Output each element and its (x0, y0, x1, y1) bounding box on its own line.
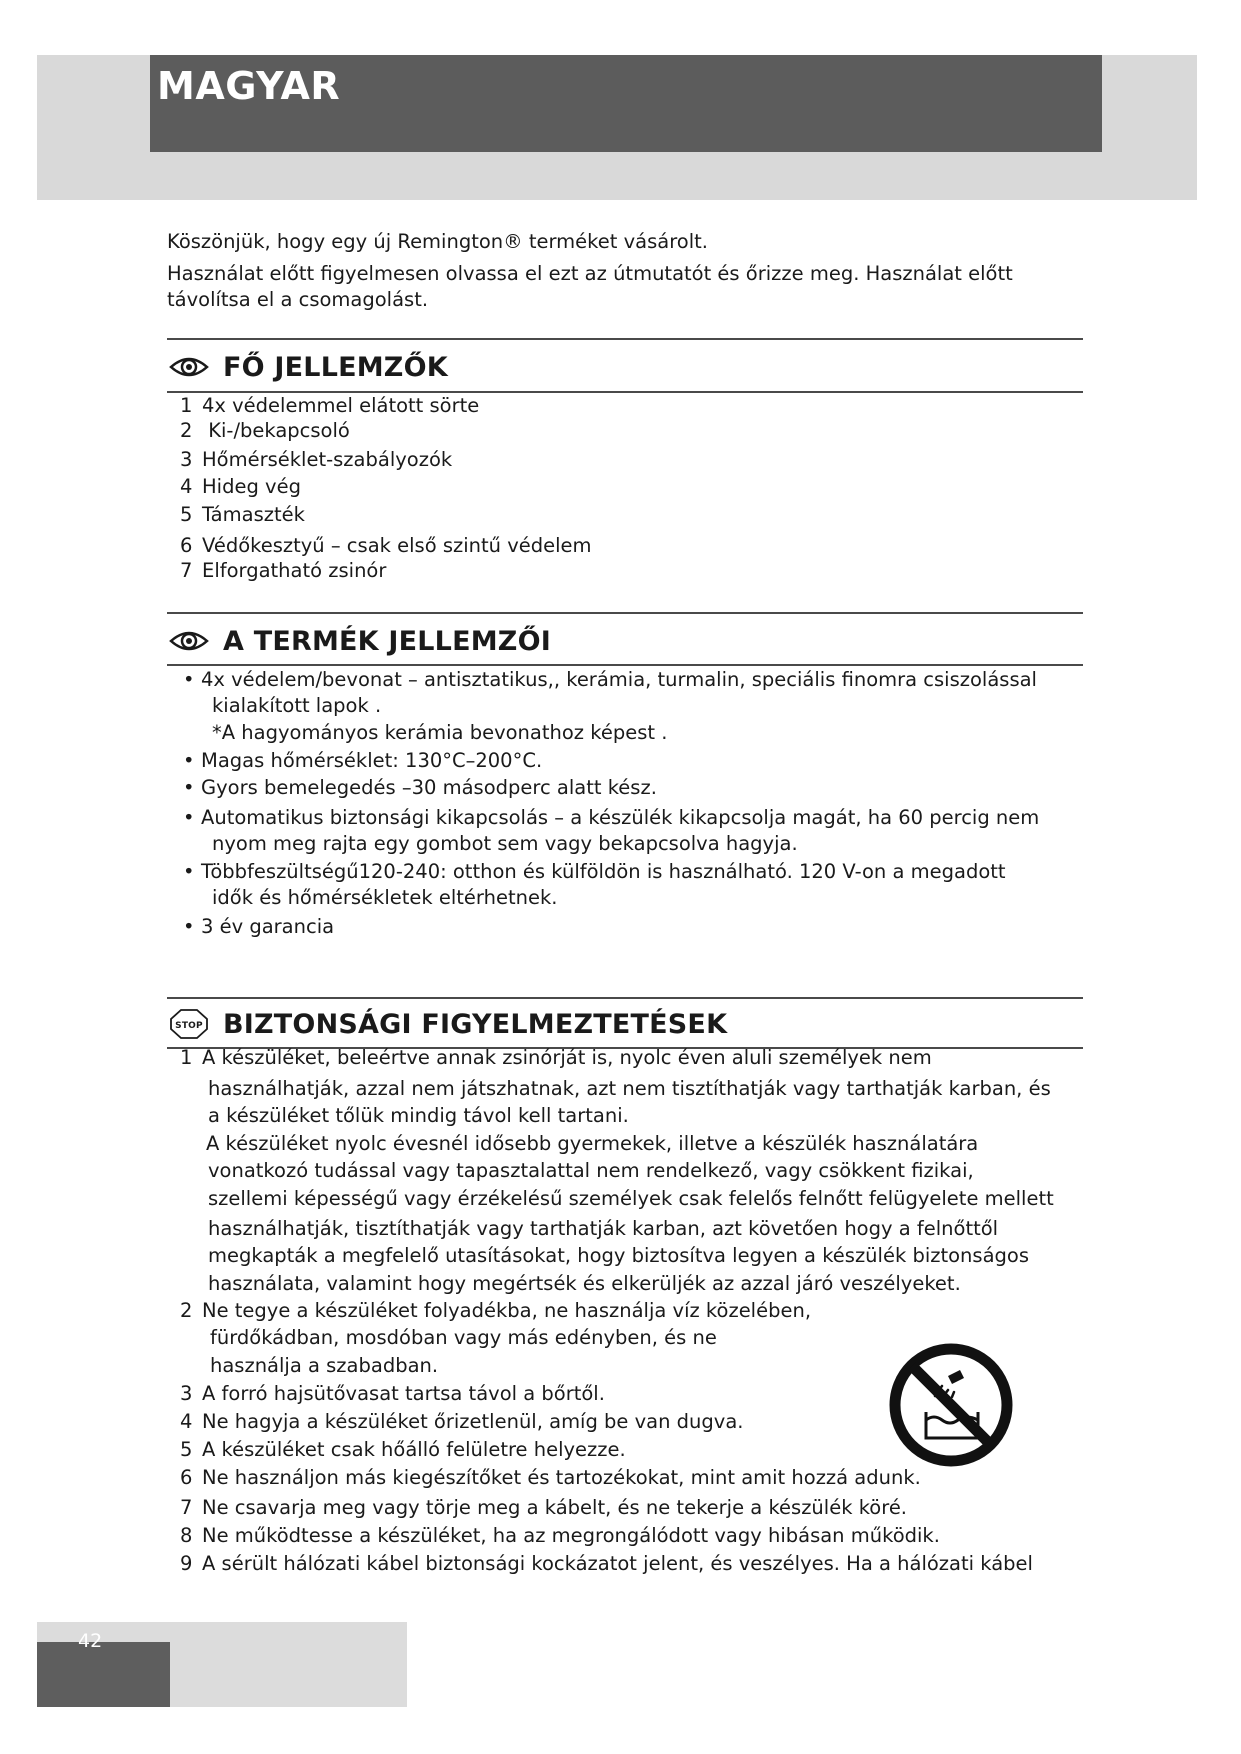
list-item: 1 4x védelemmel elátott sörte (180, 394, 480, 417)
list-item: 4 Hideg vég (180, 475, 301, 498)
list-item: • Gyors bemelegedés –30 másodperc alatt kész. (183, 776, 657, 799)
intro-line-1: Köszönjük, hogy egy új Remington® terméket vásárolt. (167, 230, 708, 253)
list-item: • 3 év garancia (183, 915, 335, 938)
list-item: • Automatikus biztonsági kikapcsolás – a készülék kikapcsolja magát, ha 60 percig nem nyom meg rajta egy gombot sem vagy bekapcsolva hagyja. (183, 806, 1040, 855)
list-item: 2 Ne tegye a készüléket folyadékba, ne használja víz közelében, (180, 1299, 812, 1322)
eye-icon (167, 350, 211, 384)
list-item: 7 Elforgatható zsinór (180, 559, 387, 582)
list-item-line: fürdőkádban, mosdóban vagy más edényben, és ne (210, 1326, 717, 1349)
list-item: 6 Védőkesztyű – csak első szintű védelem (180, 534, 592, 557)
list-item-line: megkapták a megfelelő utasításokat, hogy biztosítva legyen a készülék biztonságos (208, 1244, 1029, 1267)
list-item-line: használhatják, tisztíthatják vagy tarthatják karban, azt követően hogy a felnőttől (208, 1217, 999, 1240)
section-rule-top (167, 338, 1083, 340)
list-item-line: használja a szabadban. (210, 1354, 439, 1377)
list-item: 4 Ne hagyja a készüléket őrizetlenül, amíg be van dugva. (180, 1410, 744, 1433)
list-item: 2 Ki-/bekapcsoló (180, 419, 350, 442)
list-item: 5 Támaszték (180, 503, 305, 526)
list-item: 1 A készüléket, beleértve annak zsinórját is, nyolc éven aluli személyek nem (180, 1046, 932, 1069)
list-item: 6 Ne használjon más kiegészítőket és tartozékokat, mint amit hozzá adunk. (180, 1466, 921, 1489)
list-item: • Magas hőmérséklet: 130°C–200°C. (183, 749, 543, 772)
list-item-line: szellemi képességű vagy érzékelésű személyek csak felelős felnőtt felügyelete mellett (208, 1187, 1054, 1210)
list-item: 7 Ne csavarja meg vagy törje meg a kábelt, és ne tekerje a készülék köré. (180, 1496, 908, 1519)
list-item-line: a készüléket tőlük mindig távol kell tartani. (208, 1104, 629, 1127)
section-header-product-features (167, 624, 551, 658)
list-item: • 4x védelem/bevonat – antisztatikus,, kerámia, turmalin, speciális finomra csiszolással kialakított lapok . (183, 668, 1037, 717)
section-title: BIZTONSÁGI FIGYELMEZTETÉSEK (223, 1008, 728, 1040)
list-item: 3 A forró hajsütővasat tartsa távol a bőrtől. (180, 1382, 605, 1405)
section-title: FŐ JELLEMZŐK (223, 351, 448, 383)
list-item-line: vonatkozó tudással vagy tapasztalattal nem rendelkező, vagy csökkent fizikai, (208, 1159, 974, 1182)
page-title: MAGYAR (157, 64, 341, 108)
eye-icon (167, 624, 211, 658)
list-item-line: A készüléket nyolc évesnél idősebb gyermekek, illetve a készülék használatára (206, 1132, 979, 1155)
stop-icon (167, 1007, 211, 1041)
intro-line-3: távolítsa el a csomagolást. (167, 288, 429, 311)
list-item: *A hagyományos kerámia bevonathoz képest . (212, 721, 668, 744)
list-item-line: használata, valamint hogy megértsék és elkerüljék az azzal járó veszélyeket. (208, 1272, 961, 1295)
section-title: A TERMÉK JELLEMZŐI (223, 625, 551, 657)
section-rule-top (167, 612, 1083, 614)
list-item: • Többfeszültségű120-240: otthon és külföldön is használható. 120 V-on a megadott idők és hőmérsékletek eltérhetnek. (183, 860, 1006, 909)
list-item: 9 A sérült hálózati kábel biztonsági kockázatot jelent, és veszélyes. Ha a hálózati kábel (180, 1552, 1033, 1575)
page-number: 42 (78, 1630, 103, 1652)
section-header-safety (167, 1007, 727, 1041)
page-number-box (37, 1642, 170, 1707)
no-water-icon (886, 1340, 1016, 1470)
list-item: 5 A készüléket csak hőálló felületre helyezze. (180, 1438, 626, 1461)
list-item: 8 Ne működtesse a készüléket, ha az megrongálódott vagy hibásan működik. (180, 1524, 940, 1547)
section-header-features (167, 350, 448, 384)
list-item: 3 Hőmérséklet-szabályozók (180, 448, 453, 471)
section-rule-bottom (167, 664, 1083, 666)
section-rule-top (167, 997, 1083, 999)
intro-line-2: Használat előtt figyelmesen olvassa el ezt az útmutatót és őrizze meg. Használat előtt (167, 262, 1013, 285)
svg-text:STOP: STOP (175, 1021, 203, 1031)
list-item-line: használhatják, azzal nem játszhatnak, azt nem tisztíthatják vagy tarthatják karban, és (208, 1077, 1051, 1100)
